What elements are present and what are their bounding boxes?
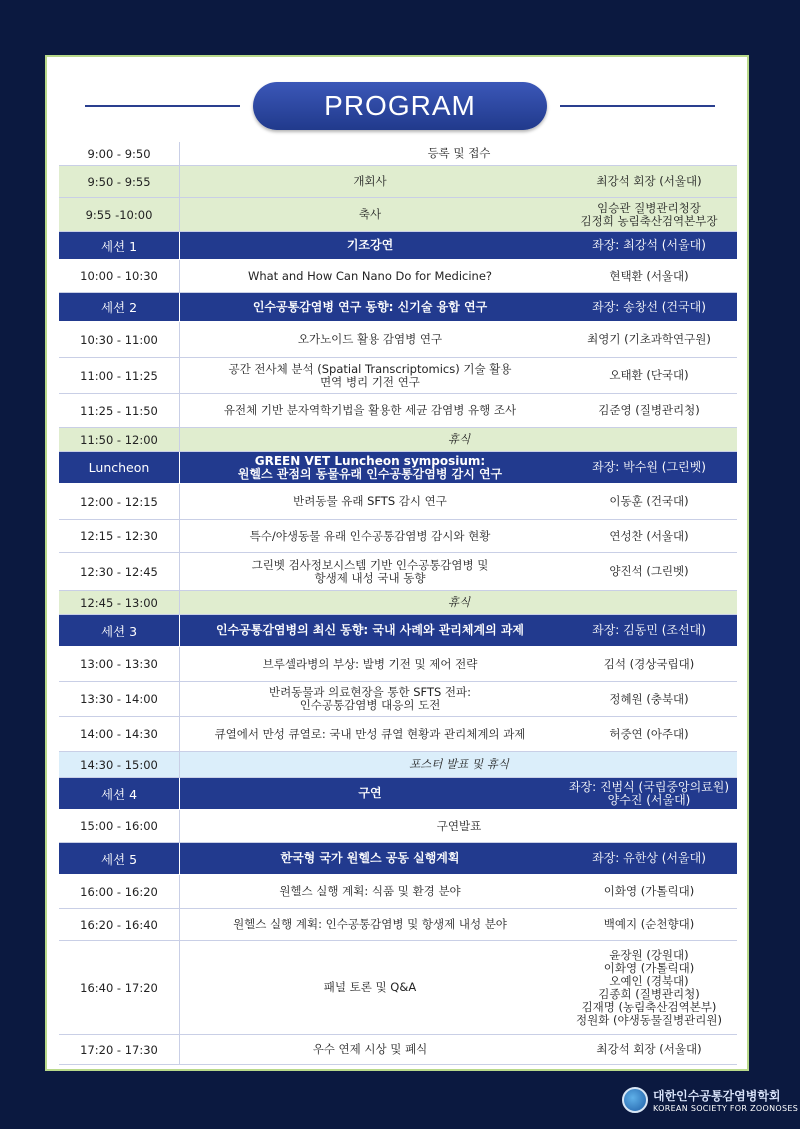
session-header-row xyxy=(59,452,737,484)
topic-cell: 기조강연 xyxy=(346,238,394,252)
time-cell: 9:50 - 9:55 xyxy=(59,166,180,197)
speaker-cell: 이동훈 (건국대) xyxy=(609,494,689,508)
speaker-cell: 최강석 회장 (서울대) xyxy=(596,1042,702,1056)
table-row xyxy=(59,484,737,520)
session-header-row xyxy=(59,615,737,647)
table-row xyxy=(59,1035,737,1065)
speaker-cell: 좌장: 유한상 (서울대) xyxy=(592,851,706,865)
topic-cell: 한국형 국가 원헬스 공동 실행계획 xyxy=(280,851,460,865)
table-row xyxy=(59,198,737,232)
time-cell: 세션 4 xyxy=(59,778,180,809)
topic-cell: 개회사 xyxy=(353,174,387,188)
time-cell: 9:55 -10:00 xyxy=(59,198,180,231)
topic-cell: 반려동물과 의료현장을 통한 SFTS 전파: 인수공통감염병 대응의 도전 xyxy=(268,685,472,712)
time-cell: Luncheon xyxy=(59,452,180,483)
table-row xyxy=(59,941,737,1035)
title-divider-right xyxy=(560,105,715,107)
speaker-cell: 윤장원 (강원대) 이화영 (가톨릭대) 오예인 (경북대) 김종희 (질병관리청) 김재명 (농림축산검역본부) 정원화 (야생동물질병관리원) xyxy=(576,947,722,1027)
speaker-cell: 좌장: 진범식 (국립중앙의료원) 양수진 (서울대) xyxy=(568,779,730,807)
table-row xyxy=(59,166,737,198)
table-row xyxy=(59,682,737,717)
speaker-cell: 허중연 (아주대) xyxy=(609,726,689,741)
session-header-row xyxy=(59,843,737,875)
speaker-cell: 좌장: 송창선 (건국대) xyxy=(592,299,706,314)
speaker-cell: 연성찬 (서울대) xyxy=(609,528,689,543)
table-row xyxy=(59,717,737,752)
table-row xyxy=(59,358,737,394)
speaker-cell: 양진석 (그린벳) xyxy=(609,564,689,578)
table-row xyxy=(59,394,737,428)
speaker-cell: 임승관 질병관리청장 김정희 농림축산검역본부장 xyxy=(580,200,718,228)
speaker-cell: 좌장: 김동민 (조선대) xyxy=(592,623,706,637)
table-row xyxy=(59,647,737,682)
topic-cell: 휴식 xyxy=(447,595,471,609)
table-row xyxy=(59,909,737,941)
topic-cell: 반려동물 유래 SFTS 감시 연구 xyxy=(293,494,447,508)
speaker-cell: 좌장: 최강석 (서울대) xyxy=(592,238,706,252)
time-cell: 15:00 - 16:00 xyxy=(59,810,180,842)
speaker-cell: 정혜원 (충북대) xyxy=(609,691,689,706)
time-cell: 16:20 - 16:40 xyxy=(59,909,180,940)
title-divider-left xyxy=(85,105,240,107)
time-cell: 16:00 - 16:20 xyxy=(59,875,180,908)
speaker-cell: 오태환 (단국대) xyxy=(609,368,689,382)
time-cell: 세션 3 xyxy=(59,615,180,646)
topic-cell: 원헬스 실행 계획: 식품 및 환경 분야 xyxy=(279,884,461,898)
speaker-cell: 김석 (경상국립대) xyxy=(603,656,695,671)
topic-cell: 큐열에서 만성 큐열로: 국내 만성 큐열 현황과 관리체계의 과제 xyxy=(214,726,526,741)
speaker-cell: 최강석 회장 (서울대) xyxy=(596,174,702,188)
time-cell: 12:00 - 12:15 xyxy=(59,484,180,519)
topic-cell: 패널 토론 및 Q&A xyxy=(323,980,417,994)
society-emblem-icon xyxy=(622,1087,648,1113)
topic-cell: 구연발표 xyxy=(436,818,482,833)
topic-cell: GREEN VET Luncheon symposium: 원헬스 관점의 동물유래 인수공통감염병 감시 연구 xyxy=(237,453,503,481)
program-table xyxy=(59,142,737,1065)
table-row xyxy=(59,260,737,293)
topic-cell: 브루셀라병의 부상: 발병 기전 및 제어 전략 xyxy=(262,656,478,671)
time-cell: 세션 1 xyxy=(59,232,180,259)
time-cell: 13:00 - 13:30 xyxy=(59,647,180,681)
topic-cell: 공간 전사체 분석 (Spatial Transcriptomics) 기술 활용 면역 병리 기전 연구 xyxy=(228,361,512,389)
time-cell: 12:15 - 12:30 xyxy=(59,520,180,552)
topic-cell: 그린벳 검사정보시스템 기반 인수공통감염병 및 항생제 내성 국내 동향 xyxy=(251,557,489,585)
page-title: PROGRAM xyxy=(253,82,547,130)
table-row xyxy=(59,428,737,452)
session-header-row xyxy=(59,293,737,322)
time-cell: 세션 5 xyxy=(59,843,180,874)
topic-cell: 등록 및 접수 xyxy=(427,146,491,160)
table-row xyxy=(59,875,737,909)
table-row xyxy=(59,322,737,358)
time-cell: 10:30 - 11:00 xyxy=(59,322,180,357)
time-cell: 11:50 - 12:00 xyxy=(59,428,180,451)
table-row xyxy=(59,810,737,843)
time-cell: 11:00 - 11:25 xyxy=(59,358,180,393)
topic-cell: 휴식 xyxy=(447,432,471,446)
topic-cell: 오가노이드 활용 감염병 연구 xyxy=(297,332,443,346)
session-header-row xyxy=(59,232,737,260)
topic-cell: 특수/야생동물 유래 인수공통감염병 감시와 현황 xyxy=(249,528,491,543)
time-cell: 14:00 - 14:30 xyxy=(59,717,180,751)
time-cell: 14:30 - 15:00 xyxy=(59,752,180,777)
speaker-cell: 현택환 (서울대) xyxy=(609,268,689,283)
speaker-cell: 좌장: 박수원 (그린벳) xyxy=(592,460,706,474)
speaker-cell: 최영기 (기초과학연구원) xyxy=(587,332,711,346)
topic-cell: 유전체 기반 분자역학기법을 활용한 세균 감염병 유행 조사 xyxy=(223,403,517,417)
table-row xyxy=(59,553,737,591)
table-row xyxy=(59,142,737,166)
logo-english-name: KOREAN SOCIETY FOR ZOONOSES xyxy=(653,1104,799,1113)
table-row xyxy=(59,752,737,778)
time-cell: 세션 2 xyxy=(59,293,180,321)
speaker-cell: 이화영 (가톨릭대) xyxy=(603,884,695,898)
time-cell: 12:45 - 13:00 xyxy=(59,591,180,614)
time-cell: 13:30 - 14:00 xyxy=(59,682,180,716)
topic-cell: What and How Can Nano Do for Medicine? xyxy=(247,268,493,283)
session-header-row xyxy=(59,778,737,810)
time-cell: 9:00 - 9:50 xyxy=(59,142,180,165)
topic-cell: 원헬스 실행 계획: 인수공통감염병 및 항생제 내성 분야 xyxy=(233,917,507,931)
speaker-cell: 백예지 (순천향대) xyxy=(603,917,695,931)
topic-cell: 인수공통감염병 연구 동향: 신기술 융합 연구 xyxy=(252,299,488,314)
topic-cell: 축사 xyxy=(358,207,382,221)
topic-cell: 포스터 발표 및 휴식 xyxy=(409,757,509,771)
time-cell: 10:00 - 10:30 xyxy=(59,260,180,292)
speaker-cell: 김준영 (질병관리청) xyxy=(598,403,700,417)
topic-cell: 인수공통감염병의 최신 동향: 국내 사례와 관리체계의 과제 xyxy=(215,623,525,637)
table-row xyxy=(59,520,737,553)
time-cell: 11:25 - 11:50 xyxy=(59,394,180,427)
time-cell: 16:40 - 17:20 xyxy=(59,941,180,1034)
logo-korean-name: 대한인수공통감염병학회 xyxy=(653,1089,781,1103)
time-cell: 17:20 - 17:30 xyxy=(59,1035,180,1064)
table-row xyxy=(59,591,737,615)
topic-cell: 우수 연제 시상 및 폐식 xyxy=(312,1042,428,1056)
society-logo xyxy=(622,1087,798,1113)
topic-cell: 구연 xyxy=(358,786,382,800)
time-cell: 12:30 - 12:45 xyxy=(59,553,180,590)
